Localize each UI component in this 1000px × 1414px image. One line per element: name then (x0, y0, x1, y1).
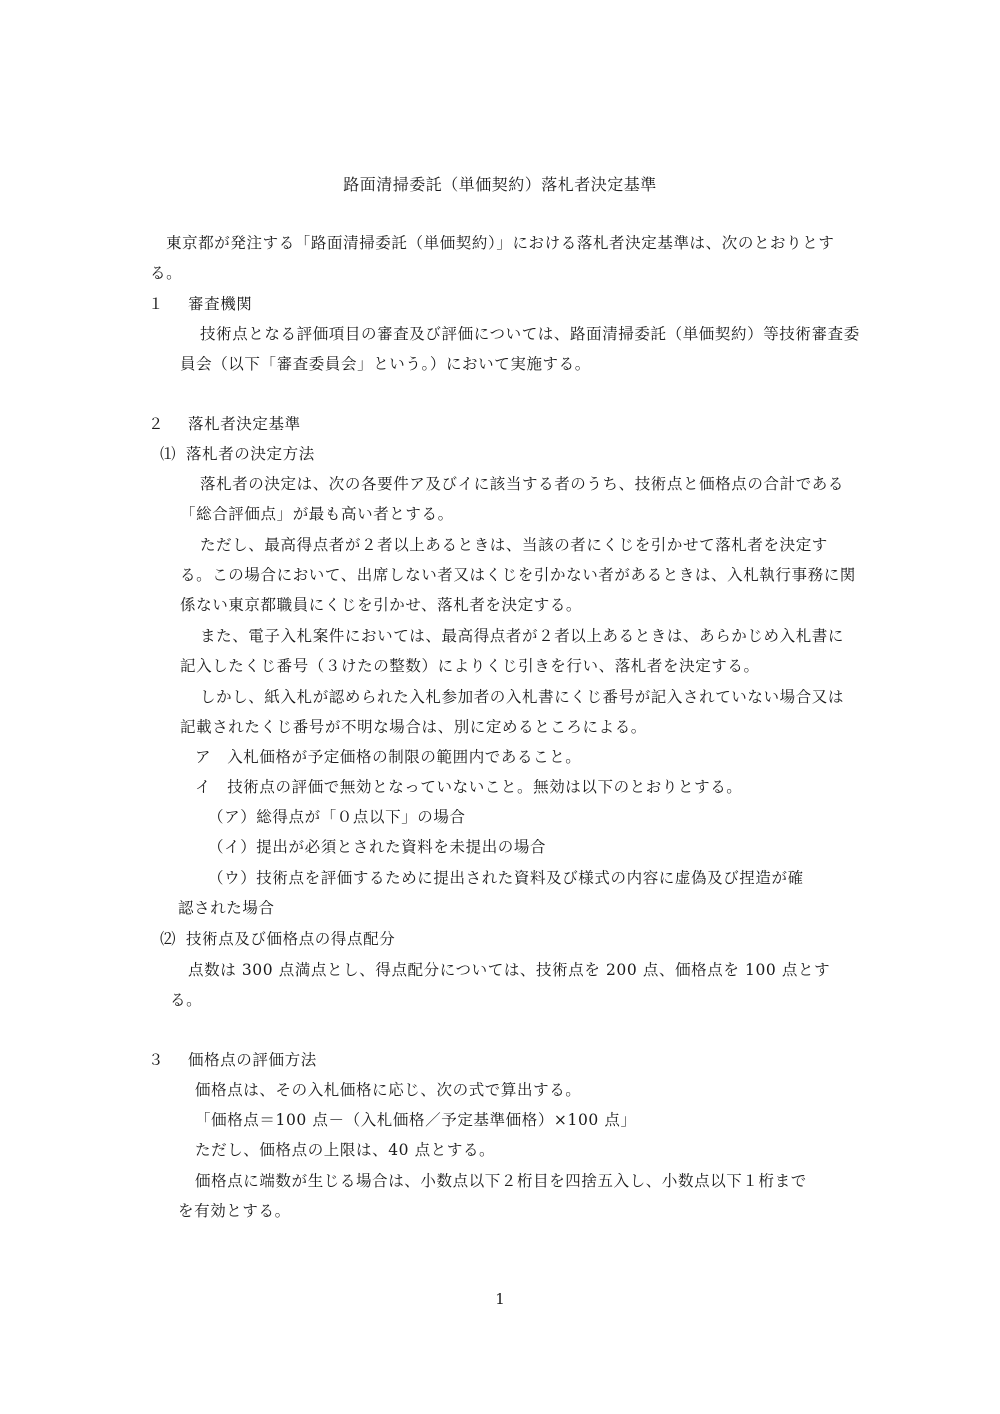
section2-sub2-heading (160, 924, 395, 954)
page-number: 1 (495, 1290, 505, 1308)
sub1-paragraph-4: しかし、紙入札が認められた入札参加者の入札書にくじ番号が記入されていない場合又は記載されたくじ番号が不明な場合は、別に定めるところによる。 (180, 688, 845, 736)
section1-number: １ (148, 295, 165, 313)
sub1-paragraph-2: ただし、最高得点者が２者以上あるときは、当該の者にくじを引かせて落札者を決定する。この場合において、出席しない者又はくじを引かない者があるときは、入札執行事務に関係ない東京都職員にくじを引かせ、落札者を決定する。 (180, 536, 856, 614)
invalid-case-a: （ア）総得点が「０点以下」の場合 (208, 808, 466, 826)
section1-title: 審査機関 (188, 295, 253, 313)
section2-sub1-title: 落札者の決定方法 (186, 445, 315, 463)
section2-title: 落札者決定基準 (188, 415, 301, 433)
section2-heading (148, 409, 301, 439)
section3-line1: 価格点は、その入札価格に応じ、次の式で算出する。 (195, 1081, 582, 1099)
section2-sub2-title: 技術点及び価格点の得点配分 (186, 930, 396, 948)
section1-body: 技術点となる評価項目の審査及び評価については、路面清掃委託（単価契約）等技術審査委員会（以下「審査委員会」という。）において実施する。 (180, 325, 860, 373)
sub1-paragraph-3: また、電子入札案件においては、最高得点者が２者以上あるときは、あらかじめ入札書に記入したくじ番号（３けたの整数）によりくじ引きを行い、落札者を決定する。 (180, 627, 845, 675)
invalid-case-i: （イ）提出が必須とされた資料を未提出の場合 (208, 838, 547, 856)
section2-sub1-number: ⑴ (160, 445, 177, 463)
section2-sub2-number: ⑵ (160, 930, 177, 948)
price-formula: 「価格点＝100 点－（入札価格／予定基準価格）×100 点」 (195, 1111, 637, 1129)
sub2-body-line2: る。 (170, 991, 203, 1009)
document-title: 路面清掃委託（単価契約）落札者決定基準 (343, 175, 657, 194)
requirement-a: ア 入札価格が予定価格の制限の範囲内であること。 (195, 748, 582, 766)
sub1-paragraph-1: 落札者の決定は、次の各要件ア及びイに該当する者のうち、技術点と価格点の合計である「総合評価点」が最も高い者とする。 (180, 475, 845, 523)
intro-paragraph: 東京都が発注する「路面清掃委託（単価契約）」における落札者決定基準は、次のとおりとする。 (150, 234, 835, 282)
section3-heading (148, 1045, 317, 1075)
section2-sub1-heading (160, 439, 315, 469)
invalid-case-u-line2: 認された場合 (178, 899, 275, 917)
section1-heading (148, 289, 252, 319)
section3-line4b: を有効とする。 (178, 1202, 291, 1220)
invalid-case-u-line1: （ウ）技術点を評価するために提出された資料及び様式の内容に虚偽及び捏造が確 (208, 869, 804, 887)
section3-number: ３ (148, 1051, 165, 1069)
section3-title: 価格点の評価方法 (188, 1051, 317, 1069)
sub2-body-line1: 点数は 300 点満点とし、得点配分については、技術点を 200 点、価格点を 100 点とす (188, 961, 831, 979)
section3-line4a: 価格点に端数が生じる場合は、小数点以下２桁目を四捨五入し、小数点以下１桁まで (195, 1172, 807, 1190)
requirement-i: イ 技術点の評価で無効となっていないこと。無効は以下のとおりとする。 (195, 778, 743, 796)
section2-number: ２ (148, 415, 165, 433)
section3-line3: ただし、価格点の上限は、40 点とする。 (195, 1141, 496, 1159)
